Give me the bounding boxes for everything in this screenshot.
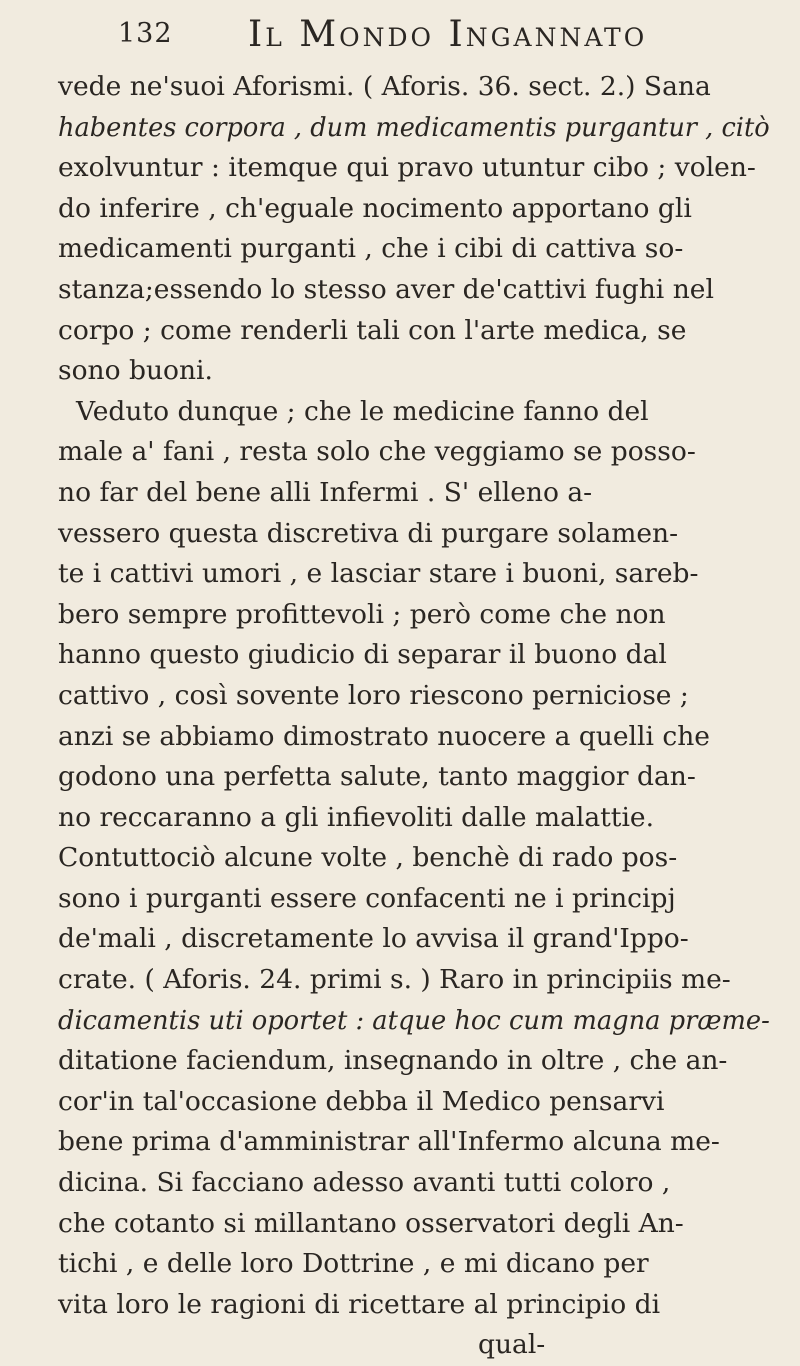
text-line: vessero questa discretiva di purgare solamen- (58, 517, 679, 549)
text-line: cattivo , così sovente loro riescono perniciose ; (58, 679, 689, 711)
text-line: do inferire , ch'eguale nocimento apportano gli (58, 192, 692, 224)
text-line: cor'in tal'occasione debba il Medico pensarvi (58, 1085, 665, 1117)
text-line: tichi , e delle loro Dottrine , e mi dicano per (58, 1248, 649, 1280)
text-line: de'mali , discretamente lo avvisa il grand'Ippo- (58, 923, 689, 955)
text-line: bero sempre profittevoli ; però come che non (58, 598, 666, 630)
text-line: stanza;essendo lo stesso aver de'cattivi fughi nel (58, 273, 714, 305)
text-line: ditatione faciendum, insegnando in oltre , che an- (58, 1045, 728, 1077)
running-title: Il Mondo Ingannato (248, 14, 648, 55)
text-line: che cotanto si millantano osservatori degli An- (58, 1207, 684, 1239)
text-line: sono i purganti essere confacenti ne i principj (58, 882, 676, 914)
text-line: Veduto dunque ; che le medicine fanno del (76, 395, 649, 427)
text-line: corpo ; come renderli tali con l'arte medica, se (58, 314, 687, 346)
text-line: godono una perfetta salute, tanto maggior dan- (58, 761, 696, 793)
body-text (58, 67, 770, 1366)
text-line: vede ne'suoi Aforismi. ( Aforis. 36. sect. 2.) Sana (58, 71, 711, 102)
text-line: no reccaranno a gli infievoliti dalle malattie. (58, 801, 655, 833)
text-line: exolvuntur : itemque qui pravo utuntur cibo ; volen- (58, 152, 756, 184)
page-header (118, 14, 718, 62)
text-line: habentes corpora , dum medicamentis purgantur , citò (58, 111, 770, 143)
text-line: vita loro le ragioni di ricettare al principio di (58, 1288, 661, 1320)
page-number: 132 (118, 18, 173, 49)
text-line: male a' fani , resta solo che veggiamo se posso- (58, 436, 696, 468)
text-line: sono buoni. (58, 355, 213, 387)
text-line: anzi se abbiamo dimostrato nuocere a quelli che (58, 720, 710, 752)
text-line: dicina. Si facciano adesso avanti tutti coloro , (58, 1167, 671, 1199)
text-line: dicamentis uti oportet : atque hoc cum magna præme- (58, 1004, 770, 1036)
catchword: qual- (478, 1329, 546, 1361)
text-line: hanno questo giudicio di separar il buono dal (58, 639, 667, 671)
text-line: crate. ( Aforis. 24. primi s. ) Raro in principiis me- (58, 964, 731, 996)
text-line: no far del bene alli Infermi . S' elleno a- (58, 476, 593, 508)
text-line: medicamenti purganti , che i cibi di cattiva so- (58, 233, 684, 265)
text-line: bene prima d'amministrar all'Infermo alcuna me- (58, 1126, 720, 1158)
text-line: te i cattivi umori , e lasciar stare i buoni, sareb- (58, 558, 699, 590)
text-line: Contuttociò alcune volte , benchè di rado pos- (58, 842, 678, 874)
